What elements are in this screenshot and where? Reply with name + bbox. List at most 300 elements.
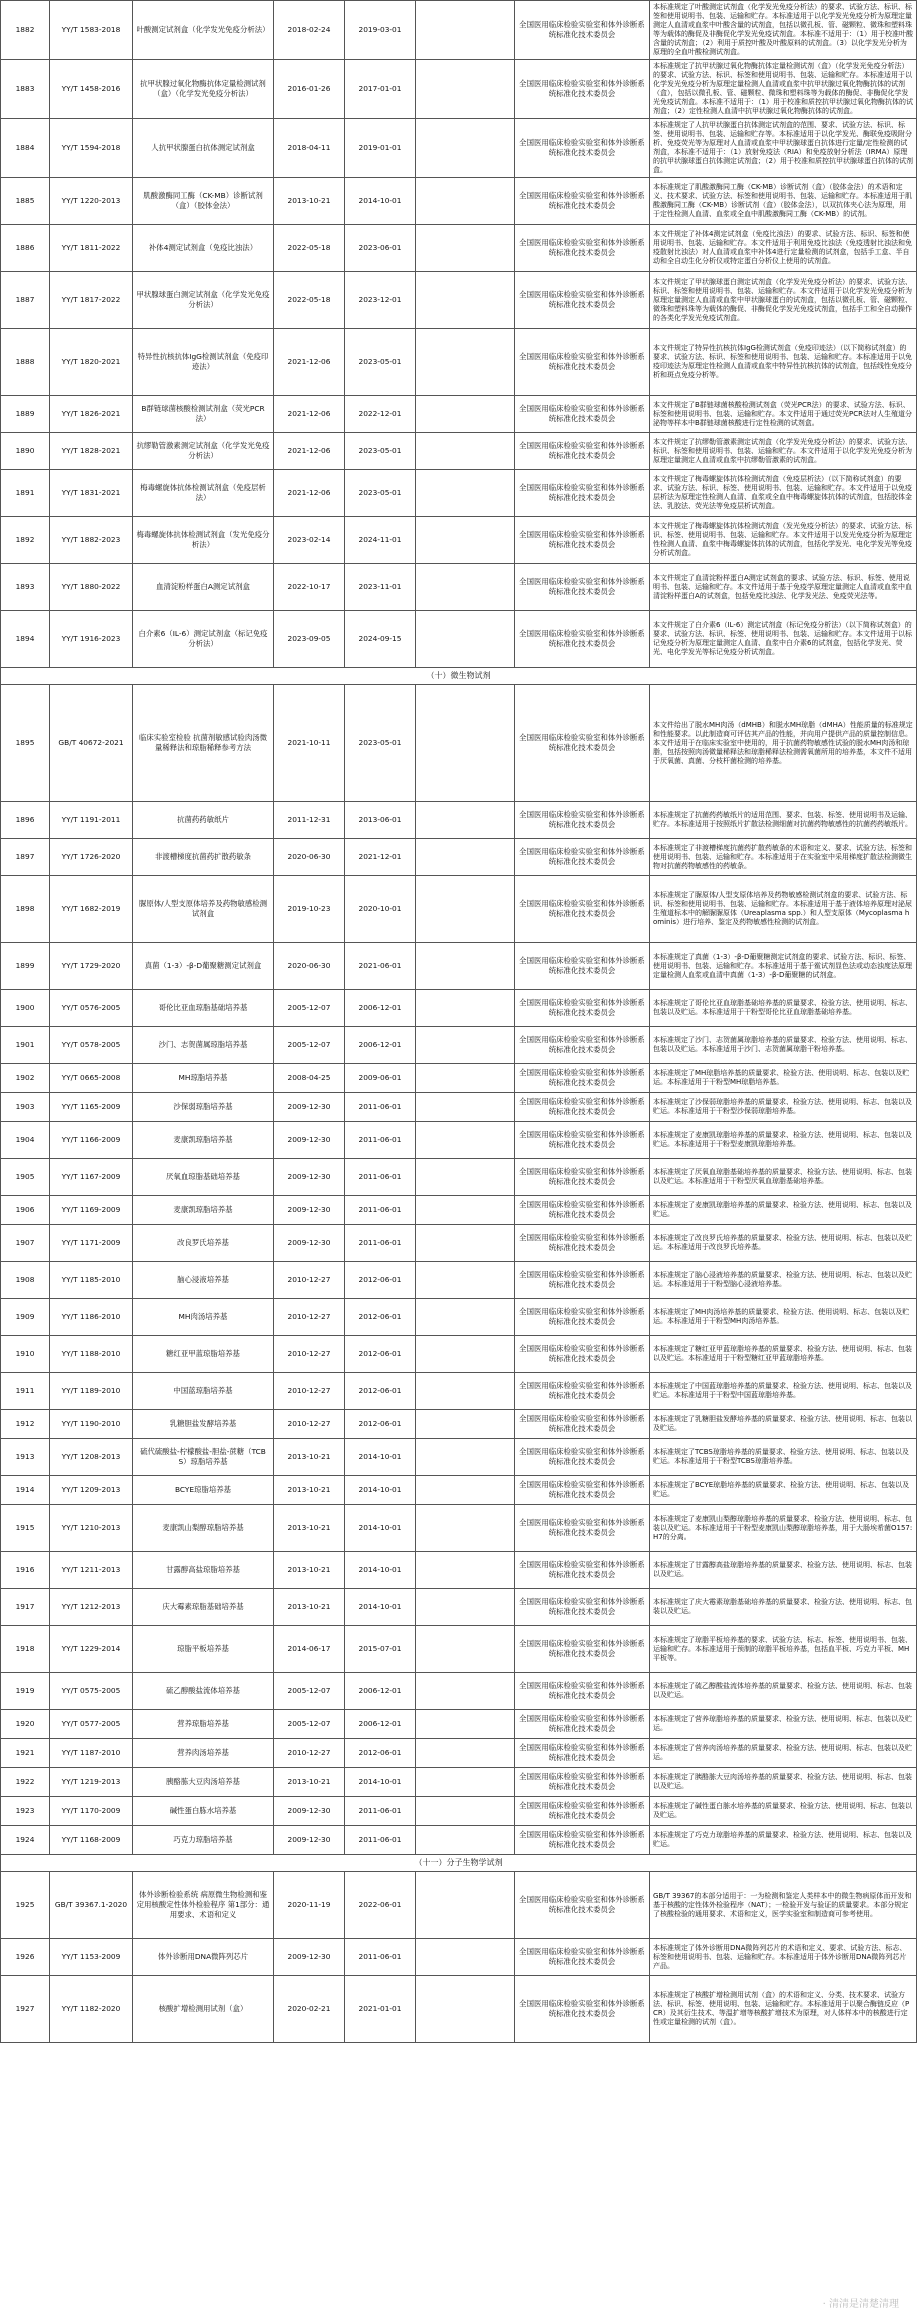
committee: 全国医用临床检验实验室和体外诊断系统标准化技术委员会 bbox=[515, 1225, 650, 1262]
implement-date: 2021-01-01 bbox=[345, 1976, 416, 2043]
row-number: 1907 bbox=[1, 1225, 50, 1262]
committee: 全国医用临床检验实验室和体外诊断系统标准化技术委员会 bbox=[515, 1797, 650, 1826]
table-row bbox=[1, 1, 917, 60]
description: 本标准规定了体外诊断用DNA微阵列芯片的术语和定义、要求、试验方法、标志、标签和使用说明书、包装、运输和贮存。本标准适用于体外诊断用DNA微阵列芯片产品。 bbox=[650, 1939, 917, 1976]
committee: 全国医用临床检验实验室和体外诊断系统标准化技术委员会 bbox=[515, 329, 650, 396]
publish-date: 2020-11-19 bbox=[274, 1872, 345, 1939]
implement-date: 2006-12-01 bbox=[345, 1027, 416, 1064]
table-row bbox=[1, 876, 917, 943]
publish-date: 2018-04-11 bbox=[274, 119, 345, 178]
description: 本标准规定了麦康凯琼脂培养基的质量要求、检验方法、使用说明、标志、包装以及贮运。 bbox=[650, 1196, 917, 1225]
blank-cell bbox=[416, 876, 515, 943]
blank-cell bbox=[416, 1027, 515, 1064]
row-number: 1893 bbox=[1, 564, 50, 611]
description: 本标准规定了人抗甲状腺蛋白抗体测定试剂盒的范围、要求、试验方法、标识、标签、使用说明书、包装、运输和贮存等。本标准适用于以化学发光、酶联免疫吸附分析、免疫荧光等为原理对人血清或血浆中甲状腺球蛋白抗体进行定量/定性检测的试剂盒，本标准不适用于：（1）放射免疫法（RIA）和免疫放射分析法（IRMA）原理的抗甲状腺球蛋白抗体测定试剂盒；（2）用于校准和质控抗甲状腺球蛋白抗体的试剂盒。 bbox=[650, 119, 917, 178]
standard-name: 胰酪胨大豆肉汤培养基 bbox=[133, 1768, 274, 1797]
blank-cell bbox=[416, 1939, 515, 1976]
committee: 全国医用临床检验实验室和体外诊断系统标准化技术委员会 bbox=[515, 1589, 650, 1626]
publish-date: 2009-12-30 bbox=[274, 1797, 345, 1826]
blank-cell bbox=[416, 119, 515, 178]
implement-date: 2011-06-01 bbox=[345, 1093, 416, 1122]
committee: 全国医用临床检验实验室和体外诊断系统标准化技术委员会 bbox=[515, 1262, 650, 1299]
standard-code: YY/T 1168-2009 bbox=[50, 1826, 133, 1855]
standard-name: 甲状腺球蛋白测定试剂盒（化学发光免疫分析法） bbox=[133, 272, 274, 329]
standard-name: 肌酸激酶同工酶（CK-MB）诊断试剂（盒）（胶体金法） bbox=[133, 178, 274, 225]
publish-date: 2014-06-17 bbox=[274, 1626, 345, 1673]
implement-date: 2014-10-01 bbox=[345, 1768, 416, 1797]
row-number: 1926 bbox=[1, 1939, 50, 1976]
standard-name: 麦康凯琼脂培养基 bbox=[133, 1122, 274, 1159]
standard-name: 体外诊断用DNA微阵列芯片 bbox=[133, 1939, 274, 1976]
blank-cell bbox=[416, 1159, 515, 1196]
publish-date: 2010-12-27 bbox=[274, 1410, 345, 1439]
standard-name: 临床实验室检验 抗菌剂敏感试验肉汤微量稀释法和琼脂稀释参考方法 bbox=[133, 685, 274, 802]
committee: 全国医用临床检验实验室和体外诊断系统标准化技术委员会 bbox=[515, 1710, 650, 1739]
table-row bbox=[1, 1976, 917, 2043]
blank-cell bbox=[416, 943, 515, 990]
blank-cell bbox=[416, 1196, 515, 1225]
committee: 全国医用临床检验实验室和体外诊断系统标准化技术委员会 bbox=[515, 1673, 650, 1710]
row-number: 1899 bbox=[1, 943, 50, 990]
implement-date: 2014-10-01 bbox=[345, 178, 416, 225]
committee: 全国医用临床检验实验室和体外诊断系统标准化技术委员会 bbox=[515, 1872, 650, 1939]
row-number: 1886 bbox=[1, 225, 50, 272]
implement-date: 2012-06-01 bbox=[345, 1299, 416, 1336]
description: 本标准规定了巧克力琼脂培养基的质量要求、检验方法、使用说明、标志、包装以及贮运。 bbox=[650, 1826, 917, 1855]
standard-name: 脑心浸液培养基 bbox=[133, 1262, 274, 1299]
standard-code: YY/T 0665-2008 bbox=[50, 1064, 133, 1093]
row-number: 1890 bbox=[1, 433, 50, 470]
blank-cell bbox=[416, 1826, 515, 1855]
publish-date: 2010-12-27 bbox=[274, 1373, 345, 1410]
committee: 全国医用临床检验实验室和体外诊断系统标准化技术委员会 bbox=[515, 396, 650, 433]
standard-name: 白介素6（IL-6）测定试剂盒（标记免疫分析法） bbox=[133, 611, 274, 668]
standard-code: YY/T 1828-2021 bbox=[50, 433, 133, 470]
description: 本标准规定了厌氧血琼脂基础培养基的质量要求、检验方法、使用说明、标志、包装以及贮运。本标准适用于干粉型厌氧血琼脂基础培养基。 bbox=[650, 1159, 917, 1196]
standard-name: 非渡槽梯度抗菌药扩散药敏条 bbox=[133, 839, 274, 876]
standard-code: YY/T 1153-2009 bbox=[50, 1939, 133, 1976]
publish-date: 2010-12-27 bbox=[274, 1262, 345, 1299]
description: 本标准规定了沙保弱琼脂培养基的质量要求、检验方法、使用说明、标志、包装以及贮运。本标准适用于干粉型沙保弱琼脂培养基。 bbox=[650, 1093, 917, 1122]
standard-name: 人抗甲状腺蛋白抗体测定试剂盒 bbox=[133, 119, 274, 178]
description: GB/T 39367的本部分适用于：一为检测和鉴定人类样本中的微生物病原体而开发和基于核酸的定性体外检验程序（NAT）；一检验开发与验证的质量要求。本部分规定了核酸检验的通用要求、术语和定义，医学实验室和制造商可参考使用。 bbox=[650, 1872, 917, 1939]
publish-date: 2018-02-24 bbox=[274, 1, 345, 60]
publish-date: 2013-10-21 bbox=[274, 178, 345, 225]
table-row bbox=[1, 1673, 917, 1710]
table-row bbox=[1, 1410, 917, 1439]
standard-name: 厌氧血琼脂基础培养基 bbox=[133, 1159, 274, 1196]
standard-code: YY/T 1811-2022 bbox=[50, 225, 133, 272]
publish-date: 2009-12-30 bbox=[274, 1939, 345, 1976]
standard-code: YY/T 0576-2005 bbox=[50, 990, 133, 1027]
committee: 全国医用临床检验实验室和体外诊断系统标准化技术委员会 bbox=[515, 1939, 650, 1976]
publish-date: 2009-12-30 bbox=[274, 1159, 345, 1196]
standard-code: YY/T 1458-2016 bbox=[50, 60, 133, 119]
publish-date: 2013-10-21 bbox=[274, 1505, 345, 1552]
committee: 全国医用临床检验实验室和体外诊断系统标准化技术委员会 bbox=[515, 1336, 650, 1373]
row-number: 1905 bbox=[1, 1159, 50, 1196]
description: 本标准规定了硫乙醇酸盐流体培养基的质量要求、检验方法、使用说明、标志、包装以及贮运。 bbox=[650, 1673, 917, 1710]
implement-date: 2014-10-01 bbox=[345, 1439, 416, 1476]
blank-cell bbox=[416, 564, 515, 611]
standard-code: YY/T 1211-2013 bbox=[50, 1552, 133, 1589]
standard-name: 梅毒螺旋体抗体检测试剂盒（免疫层析法） bbox=[133, 470, 274, 517]
blank-cell bbox=[416, 1064, 515, 1093]
standard-name: 血清淀粉样蛋白A测定试剂盒 bbox=[133, 564, 274, 611]
committee: 全国医用临床检验实验室和体外诊断系统标准化技术委员会 bbox=[515, 433, 650, 470]
standard-code: YY/T 1209-2013 bbox=[50, 1476, 133, 1505]
blank-cell bbox=[416, 839, 515, 876]
blank-cell bbox=[416, 517, 515, 564]
publish-date: 2013-10-21 bbox=[274, 1589, 345, 1626]
table-row bbox=[1, 1262, 917, 1299]
description: 本标准规定了改良罗氏培养基的质量要求、检验方法、使用说明、标志、包装以及贮运。本标准适用于改良罗氏培养基。 bbox=[650, 1225, 917, 1262]
committee: 全国医用临床检验实验室和体外诊断系统标准化技术委员会 bbox=[515, 470, 650, 517]
standard-code: YY/T 1826-2021 bbox=[50, 396, 133, 433]
implement-date: 2012-06-01 bbox=[345, 1336, 416, 1373]
publish-date: 2022-10-17 bbox=[274, 564, 345, 611]
blank-cell bbox=[416, 1552, 515, 1589]
standard-code: YY/T 1187-2010 bbox=[50, 1739, 133, 1768]
committee: 全国医用临床检验实验室和体外诊断系统标准化技术委员会 bbox=[515, 1739, 650, 1768]
table-row bbox=[1, 1027, 917, 1064]
row-number: 1918 bbox=[1, 1626, 50, 1673]
standard-name: 抗菌药药敏纸片 bbox=[133, 802, 274, 839]
table-row bbox=[1, 396, 917, 433]
row-number: 1900 bbox=[1, 990, 50, 1027]
section-title: （十一）分子生物学试剂 bbox=[1, 1855, 917, 1872]
table-row bbox=[1, 60, 917, 119]
committee: 全国医用临床检验实验室和体外诊断系统标准化技术委员会 bbox=[515, 1976, 650, 2043]
standard-name: 沙保弱琼脂培养基 bbox=[133, 1093, 274, 1122]
publish-date: 2005-12-07 bbox=[274, 1710, 345, 1739]
committee: 全国医用临床检验实验室和体外诊断系统标准化技术委员会 bbox=[515, 1093, 650, 1122]
description: 本标准规定了乳糖胆盐发酵培养基的质量要求、检验方法、使用说明、标志、包装以及贮运。 bbox=[650, 1410, 917, 1439]
row-number: 1897 bbox=[1, 839, 50, 876]
description: 本标准规定了胰酪胨大豆肉汤培养基的质量要求、检验方法、使用说明、标志、包装以及贮运。 bbox=[650, 1768, 917, 1797]
blank-cell bbox=[416, 685, 515, 802]
standard-name: 巧克力琼脂培养基 bbox=[133, 1826, 274, 1855]
table-row bbox=[1, 1626, 917, 1673]
standard-name: 抗甲状腺过氧化物酶抗体定量检测试剂（盒）（化学发光免疫分析法） bbox=[133, 60, 274, 119]
committee: 全国医用临床检验实验室和体外诊断系统标准化技术委员会 bbox=[515, 1826, 650, 1855]
committee: 全国医用临床检验实验室和体外诊断系统标准化技术委员会 bbox=[515, 1196, 650, 1225]
table-row bbox=[1, 1439, 917, 1476]
implement-date: 2023-06-01 bbox=[345, 225, 416, 272]
standard-name: 补体4测定试剂盒（免疫比浊法） bbox=[133, 225, 274, 272]
publish-date: 2010-12-27 bbox=[274, 1739, 345, 1768]
implement-date: 2023-05-01 bbox=[345, 470, 416, 517]
implement-date: 2022-06-01 bbox=[345, 1872, 416, 1939]
description: 本标准规定了MH琼脂培养基的质量要求、检验方法、使用说明、标志、包装以及贮运。本标准适用于干粉型MH琼脂培养基。 bbox=[650, 1064, 917, 1093]
publish-date: 2013-10-21 bbox=[274, 1476, 345, 1505]
implement-date: 2011-06-01 bbox=[345, 1159, 416, 1196]
implement-date: 2011-06-01 bbox=[345, 1122, 416, 1159]
row-number: 1894 bbox=[1, 611, 50, 668]
blank-cell bbox=[416, 1872, 515, 1939]
standard-name: 甘露醇高盐琼脂培养基 bbox=[133, 1552, 274, 1589]
implement-date: 2012-06-01 bbox=[345, 1373, 416, 1410]
blank-cell bbox=[416, 1976, 515, 2043]
publish-date: 2009-12-30 bbox=[274, 1826, 345, 1855]
row-number: 1924 bbox=[1, 1826, 50, 1855]
standard-name: 特异性抗核抗体IgG检测试剂盒（免疫印迹法） bbox=[133, 329, 274, 396]
committee: 全国医用临床检验实验室和体外诊断系统标准化技术委员会 bbox=[515, 1552, 650, 1589]
table-row bbox=[1, 685, 917, 802]
publish-date: 2009-12-30 bbox=[274, 1225, 345, 1262]
row-number: 1911 bbox=[1, 1373, 50, 1410]
publish-date: 2021-12-06 bbox=[274, 396, 345, 433]
standard-code: YY/T 1170-2009 bbox=[50, 1797, 133, 1826]
blank-cell bbox=[416, 1505, 515, 1552]
standard-code: YY/T 1729-2020 bbox=[50, 943, 133, 990]
table-row bbox=[1, 1336, 917, 1373]
standard-code: YY/T 0575-2005 bbox=[50, 1673, 133, 1710]
implement-date: 2014-10-01 bbox=[345, 1552, 416, 1589]
row-number: 1904 bbox=[1, 1122, 50, 1159]
publish-date: 2013-10-21 bbox=[274, 1768, 345, 1797]
committee: 全国医用临床检验实验室和体外诊断系统标准化技术委员会 bbox=[515, 225, 650, 272]
description: 本标准规定了碱性蛋白胨水培养基的质量要求、检验方法、使用说明、标志、包装以及贮运。 bbox=[650, 1797, 917, 1826]
implement-date: 2011-06-01 bbox=[345, 1225, 416, 1262]
committee: 全国医用临床检验实验室和体外诊断系统标准化技术委员会 bbox=[515, 1410, 650, 1439]
row-number: 1888 bbox=[1, 329, 50, 396]
description: 本标准规定了抗甲状腺过氧化物酶抗体定量检测试剂（盒）（化学发光免疫分析法）的要求、试验方法、标识、标签和使用说明书、包装、运输和贮存。本标准适用于以化学发光免疫分析为原理定量检测人血清或血浆中抗甲状腺过氧化物酶抗体的试剂（盒），包括以微孔板、管、磁颗粒、微珠和塑料珠等为载体的酶促、非酶促化学发光免疫试剂盒。本标准不适用于：（1）用于校准和质控抗甲状腺过氧化物酶抗体的试剂盒；（2）定性检测人血清中抗甲状腺过氧化物酶抗体的试剂盒。 bbox=[650, 60, 917, 119]
description: 本标准规定了叶酸测定试剂盒（化学发光免疫分析法）的要求、试验方法、标识、标签和使用说明书、包装、运输和贮存。本标准适用于以化学发光免疫分析为原理定量测定人血清或血浆中叶酸含量的试剂盒，包括以微孔板、管、磁颗粒、微珠和塑料珠等为载体的酶促及非酶促化学发光免疫试剂盒。本标准不适用于：（1）用于校准叶酸含量的试剂盒；（2）利用于质控叶酸及叶酸原料的试剂盒。（3）以化学发光分析为原理的全血叶酸检测试剂盒。 bbox=[650, 1, 917, 60]
table-row bbox=[1, 802, 917, 839]
standard-name: 中国蓝琼脂培养基 bbox=[133, 1373, 274, 1410]
description: 本标准规定了真菌（1-3）-β-D葡聚糖测定试剂盒的要求、试验方法、标识、标签、使用说明书、包装、运输和贮存。本标准适用于基于鲎试剂显色法或动态浊度法原理定量检测人血浆或血清中真菌（1-3）-β-D葡聚糖的试剂盒。 bbox=[650, 943, 917, 990]
committee: 全国医用临床检验实验室和体外诊断系统标准化技术委员会 bbox=[515, 1, 650, 60]
committee: 全国医用临床检验实验室和体外诊断系统标准化技术委员会 bbox=[515, 1505, 650, 1552]
table-row bbox=[1, 1710, 917, 1739]
implement-date: 2015-07-01 bbox=[345, 1626, 416, 1673]
standard-code: YY/T 1831-2021 bbox=[50, 470, 133, 517]
row-number: 1910 bbox=[1, 1336, 50, 1373]
blank-cell bbox=[416, 1, 515, 60]
standard-code: YY/T 1229-2014 bbox=[50, 1626, 133, 1673]
committee: 全国医用临床检验实验室和体外诊断系统标准化技术委员会 bbox=[515, 60, 650, 119]
description: 本标准规定了脲原体/人型支原体培养及药物敏感检测试剂盒的要求、试验方法、标识、标签和使用说明书、包装、运输和贮存。本标准适用于基于液体培养原理对泌尿生殖道标本中的解脲脲原体（Ureaplasma spp.）和人型支原体（Mycoplasma hominis）进行培养、鉴定及药物敏感性检测的试剂盒。 bbox=[650, 876, 917, 943]
blank-cell bbox=[416, 802, 515, 839]
description: 本标准规定了核酸扩增检测用试剂（盒）的术语和定义、分类、技术要求、试验方法、标识、标签、使用说明、包装、运输和贮存。本标准适用于以聚合酶链反应（PCR）及其衍生技术、等温扩增等核酸扩增技术为原理，对人体样本中的核酸进行定性或定量检测的试剂（盒）。 bbox=[650, 1976, 917, 2043]
committee: 全国医用临床检验实验室和体外诊断系统标准化技术委员会 bbox=[515, 272, 650, 329]
description: 本标准规定了甘露醇高盐琼脂培养基的质量要求、检验方法、使用说明、标志、包装以及贮运。 bbox=[650, 1552, 917, 1589]
standard-code: YY/T 0578-2005 bbox=[50, 1027, 133, 1064]
publish-date: 2022-05-18 bbox=[274, 272, 345, 329]
standard-code: YY/T 1880-2022 bbox=[50, 564, 133, 611]
blank-cell bbox=[416, 1797, 515, 1826]
row-number: 1883 bbox=[1, 60, 50, 119]
standard-name: 营养肉汤培养基 bbox=[133, 1739, 274, 1768]
implement-date: 2009-06-01 bbox=[345, 1064, 416, 1093]
standard-code: YY/T 1166-2009 bbox=[50, 1122, 133, 1159]
row-number: 1891 bbox=[1, 470, 50, 517]
standard-code: GB/T 39367.1-2020 bbox=[50, 1872, 133, 1939]
blank-cell bbox=[416, 1299, 515, 1336]
publish-date: 2011-12-31 bbox=[274, 802, 345, 839]
description: 本文件规定了白介素6（IL-6）测定试剂盒（标记免疫分析法）（以下简称试剂盒）的要求、试验方法、标识、标签、使用说明书、包装、运输和贮存。本文件适用于以标记免疫分析为原理定量测定人血清、血浆中白介素6的试剂盒，包括化学发光、荧光、电化学发光等标记免疫分析试剂盒。 bbox=[650, 611, 917, 668]
table-row bbox=[1, 470, 917, 517]
row-number: 1920 bbox=[1, 1710, 50, 1739]
committee: 全国医用临床检验实验室和体外诊断系统标准化技术委员会 bbox=[515, 1027, 650, 1064]
table-row bbox=[1, 1299, 917, 1336]
row-number: 1923 bbox=[1, 1797, 50, 1826]
table-row bbox=[1, 1122, 917, 1159]
description: 本文件规定了补体4测定试剂盒（免疫比浊法）的要求、试验方法、标识、标签和使用说明书、包装、运输和贮存。本文件适用于利用免疫比浊法（免疫透射比浊法和免疫散射比浊法）对人血清或血浆中补体4进行定量检测的试剂盒，包括手工盒、半自动和全自动生化分析仪或特定蛋白分析仪上使用的试剂盒。 bbox=[650, 225, 917, 272]
row-number: 1908 bbox=[1, 1262, 50, 1299]
description: 本标准规定了哥伦比亚血琼脂基础培养基的质量要求、检验方法、使用说明、标志、包装以及贮运。本标准适用于干粉型哥伦比亚血琼脂基础培养基。 bbox=[650, 990, 917, 1027]
standard-name: 硫代硫酸盐-柠檬酸盐-胆盐-蔗糖（TCBS）琼脂培养基 bbox=[133, 1439, 274, 1476]
row-number: 1901 bbox=[1, 1027, 50, 1064]
description: 本标准规定了MH肉汤培养基的质量要求、检验方法、使用说明、标志、包装以及贮运。本标准适用于干粉型MH肉汤培养基。 bbox=[650, 1299, 917, 1336]
committee: 全国医用临床检验实验室和体外诊断系统标准化技术委员会 bbox=[515, 517, 650, 564]
standards-table-body bbox=[1, 1, 917, 2043]
implement-date: 2012-06-01 bbox=[345, 1739, 416, 1768]
implement-date: 2019-01-01 bbox=[345, 119, 416, 178]
implement-date: 2023-11-01 bbox=[345, 564, 416, 611]
standard-code: YY/T 1185-2010 bbox=[50, 1262, 133, 1299]
blank-cell bbox=[416, 178, 515, 225]
description: 本标准规定了琼脂平板培养基的要求、试验方法、标志、标签、使用说明书、包装、运输和贮存。本标准适用于预制的琼脂平板培养基，包括血平板、巧克力平板、MH平板等。 bbox=[650, 1626, 917, 1673]
implement-date: 2014-10-01 bbox=[345, 1589, 416, 1626]
table-row bbox=[1, 1159, 917, 1196]
blank-cell bbox=[416, 1439, 515, 1476]
standard-name: 沙门、志贺菌属琼脂培养基 bbox=[133, 1027, 274, 1064]
publish-date: 2005-12-07 bbox=[274, 990, 345, 1027]
implement-date: 2019-03-01 bbox=[345, 1, 416, 60]
blank-cell bbox=[416, 1673, 515, 1710]
description: 本文件规定了血清淀粉样蛋白A测定试剂盒的要求、试验方法、标识、标签、使用说明书、包装、运输和贮存。本文件适用于基于免疫学原理定量测定人血清或血浆中血清淀粉样蛋白A的试剂盒，包括免疫比浊法、化学发光法、免疫荧光法等。 bbox=[650, 564, 917, 611]
description: 本文件规定了梅毒螺旋体抗体检测试剂盒（免疫层析法）（以下简称试剂盒）的要求、试验方法、标识、标签、使用说明书、包装、运输和贮存。本文件适用于以免疫层析法为原理定性检测人血清、血浆或全血中梅毒螺旋体抗体的试剂盒，包括胶体金法、乳胶法、荧光法等免疫层析试剂盒。 bbox=[650, 470, 917, 517]
standard-code: YY/T 1182-2020 bbox=[50, 1976, 133, 2043]
standard-name: 乳糖胆盐发酵培养基 bbox=[133, 1410, 274, 1439]
implement-date: 2024-11-01 bbox=[345, 517, 416, 564]
table-row bbox=[1, 1739, 917, 1768]
table-row bbox=[1, 225, 917, 272]
publish-date: 2021-12-06 bbox=[274, 433, 345, 470]
blank-cell bbox=[416, 433, 515, 470]
table-row bbox=[1, 1064, 917, 1093]
row-number: 1915 bbox=[1, 1505, 50, 1552]
standard-code: YY/T 1189-2010 bbox=[50, 1373, 133, 1410]
publish-date: 2005-12-07 bbox=[274, 1027, 345, 1064]
row-number: 1917 bbox=[1, 1589, 50, 1626]
standard-code: YY/T 1191-2011 bbox=[50, 802, 133, 839]
committee: 全国医用临床检验实验室和体外诊断系统标准化技术委员会 bbox=[515, 1768, 650, 1797]
description: 本标准规定了BCYE琼脂培养基的质量要求、检验方法、使用说明、标志、包装以及贮运。 bbox=[650, 1476, 917, 1505]
table-row bbox=[1, 178, 917, 225]
standard-name: B群链球菌核酸检测试剂盒（荧光PCR法） bbox=[133, 396, 274, 433]
description: 本文件规定了抗缪勒管激素测定试剂盒（化学发光免疫分析法）的要求、试验方法、标识、标签和使用说明书、包装、运输和贮存。本文件适用于以化学发光免疫分析为原理定量测定人血清或血浆中抗缪勒管激素的试剂盒。 bbox=[650, 433, 917, 470]
standard-code: YY/T 1190-2010 bbox=[50, 1410, 133, 1439]
committee: 全国医用临床检验实验室和体外诊断系统标准化技术委员会 bbox=[515, 943, 650, 990]
table-row bbox=[1, 119, 917, 178]
standard-name: 麦康凯琼脂培养基 bbox=[133, 1196, 274, 1225]
description: 本标准规定了沙门、志贺菌属琼脂培养基的质量要求、检验方法、使用说明、标志、包装以及贮运。本标准适用于沙门、志贺菌属琼脂干粉培养基。 bbox=[650, 1027, 917, 1064]
implement-date: 2023-05-01 bbox=[345, 685, 416, 802]
standard-code: YY/T 1165-2009 bbox=[50, 1093, 133, 1122]
publish-date: 2010-12-27 bbox=[274, 1336, 345, 1373]
implement-date: 2023-12-01 bbox=[345, 272, 416, 329]
publish-date: 2021-12-06 bbox=[274, 329, 345, 396]
table-row bbox=[1, 943, 917, 990]
committee: 全国医用临床检验实验室和体外诊断系统标准化技术委员会 bbox=[515, 1476, 650, 1505]
table-row bbox=[1, 1225, 917, 1262]
standard-code: YY/T 1820-2021 bbox=[50, 329, 133, 396]
standard-name: 叶酸测定试剂盒（化学发光免疫分析法） bbox=[133, 1, 274, 60]
committee: 全国医用临床检验实验室和体外诊断系统标准化技术委员会 bbox=[515, 1626, 650, 1673]
row-number: 1916 bbox=[1, 1552, 50, 1589]
standard-name: 营养琼脂培养基 bbox=[133, 1710, 274, 1739]
implement-date: 2023-05-01 bbox=[345, 433, 416, 470]
publish-date: 2008-04-25 bbox=[274, 1064, 345, 1093]
table-row bbox=[1, 1797, 917, 1826]
implement-date: 2012-06-01 bbox=[345, 1410, 416, 1439]
committee: 全国医用临床检验实验室和体外诊断系统标准化技术委员会 bbox=[515, 1064, 650, 1093]
publish-date: 2020-06-30 bbox=[274, 839, 345, 876]
table-row bbox=[1, 517, 917, 564]
row-number: 1896 bbox=[1, 802, 50, 839]
standard-code: YY/T 1212-2013 bbox=[50, 1589, 133, 1626]
standard-name: 梅毒螺旋体抗体检测试剂盒（发光免疫分析法） bbox=[133, 517, 274, 564]
standard-name: 麦康凯山梨醇琼脂培养基 bbox=[133, 1505, 274, 1552]
description: 本标准规定了肌酸激酶同工酶（CK-MB）诊断试剂（盒）（胶体金法）的术语和定义、技术要求、试验方法、标签和使用说明书、包装、运输和贮存。本标准适用于肌酸激酶同工酶（CK-MB）诊断试剂（盒）（胶体金法），以双抗体夹心法为原理，用于定性检测人血清、血浆或全血中肌酸激酶同工酶（CK-MB）的试剂。 bbox=[650, 178, 917, 225]
implement-date: 2006-12-01 bbox=[345, 1710, 416, 1739]
publish-date: 2013-10-21 bbox=[274, 1439, 345, 1476]
committee: 全国医用临床检验实验室和体外诊断系统标准化技术委员会 bbox=[515, 1299, 650, 1336]
watermark: · 清清是清楚清理 bbox=[822, 2299, 899, 2310]
blank-cell bbox=[416, 1225, 515, 1262]
table-row bbox=[1, 1476, 917, 1505]
row-number: 1885 bbox=[1, 178, 50, 225]
standard-name: 碱性蛋白胨水培养基 bbox=[133, 1797, 274, 1826]
standard-name: 体外诊断检验系统 病原微生物检测和鉴定用核酸定性体外检验程序 第1部分：通用要求、术语和定义 bbox=[133, 1872, 274, 1939]
blank-cell bbox=[416, 1122, 515, 1159]
blank-cell bbox=[416, 1768, 515, 1797]
row-number: 1898 bbox=[1, 876, 50, 943]
description: 本标准规定了营养琼脂培养基的质量要求、检验方法、使用说明、标志、包装以及贮运。 bbox=[650, 1710, 917, 1739]
implement-date: 2020-10-01 bbox=[345, 876, 416, 943]
blank-cell bbox=[416, 1739, 515, 1768]
publish-date: 2023-02-14 bbox=[274, 517, 345, 564]
section-title: （十）微生物试剂 bbox=[1, 668, 917, 685]
standard-code: YY/T 1171-2009 bbox=[50, 1225, 133, 1262]
table-row bbox=[1, 564, 917, 611]
implement-date: 2014-10-01 bbox=[345, 1476, 416, 1505]
implement-date: 2011-06-01 bbox=[345, 1196, 416, 1225]
committee: 全国医用临床检验实验室和体外诊断系统标准化技术委员会 bbox=[515, 990, 650, 1027]
committee: 全国医用临床检验实验室和体外诊断系统标准化技术委员会 bbox=[515, 1159, 650, 1196]
standard-name: BCYE琼脂培养基 bbox=[133, 1476, 274, 1505]
table-row bbox=[1, 1589, 917, 1626]
row-number: 1902 bbox=[1, 1064, 50, 1093]
committee: 全国医用临床检验实验室和体外诊断系统标准化技术委员会 bbox=[515, 178, 650, 225]
standard-name: MH琼脂培养基 bbox=[133, 1064, 274, 1093]
publish-date: 2020-06-30 bbox=[274, 943, 345, 990]
implement-date: 2021-12-01 bbox=[345, 839, 416, 876]
table-row bbox=[1, 1093, 917, 1122]
standard-code: YY/T 1219-2013 bbox=[50, 1768, 133, 1797]
committee: 全国医用临床检验实验室和体外诊断系统标准化技术委员会 bbox=[515, 839, 650, 876]
publish-date: 2009-12-30 bbox=[274, 1093, 345, 1122]
row-number: 1889 bbox=[1, 396, 50, 433]
standard-code: YY/T 1682-2019 bbox=[50, 876, 133, 943]
committee: 全国医用临床检验实验室和体外诊断系统标准化技术委员会 bbox=[515, 802, 650, 839]
section-header bbox=[1, 1855, 917, 1872]
row-number: 1912 bbox=[1, 1410, 50, 1439]
standard-code: YY/T 1916-2023 bbox=[50, 611, 133, 668]
